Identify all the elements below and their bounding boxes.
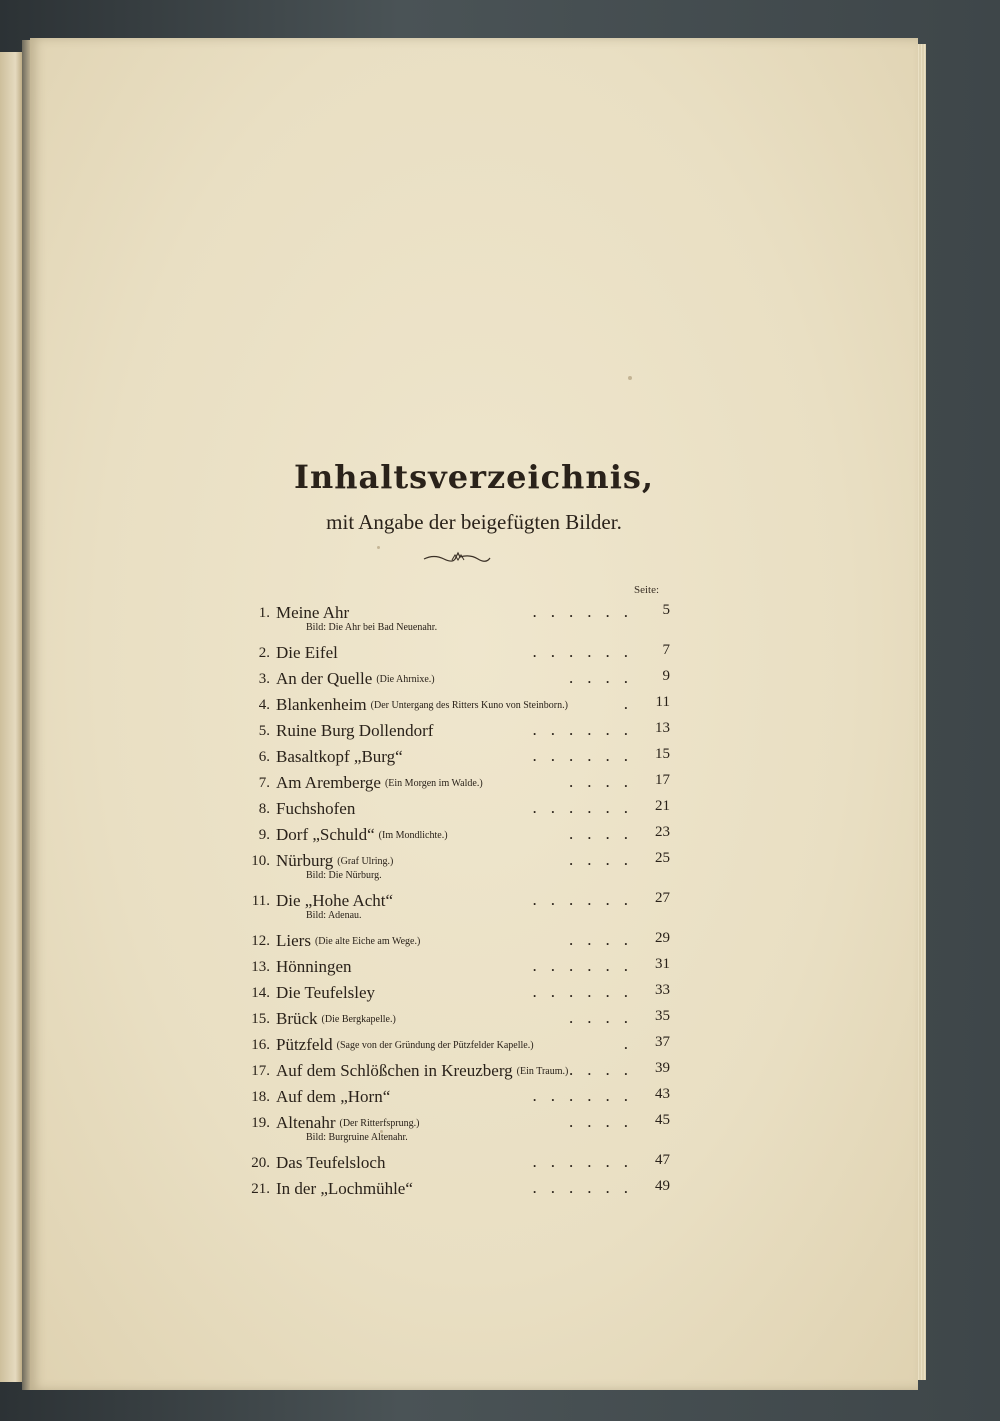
entry-label xyxy=(276,747,403,767)
entry-title: Die Eifel xyxy=(276,643,338,662)
entry-note: (Sage von der Gründung der Pützfelder Kapelle.) xyxy=(336,1040,534,1051)
toc-entry xyxy=(240,1060,670,1086)
book-page xyxy=(30,38,918,1390)
entry-number: 4. xyxy=(258,697,270,713)
leader-dots: ...... xyxy=(532,1178,642,1197)
leader-dots: .... xyxy=(569,1060,642,1079)
entry-number: 11. xyxy=(251,893,270,909)
entry-note: (Im Mondlichte.) xyxy=(378,830,448,841)
entry-title: Brück xyxy=(276,1009,318,1028)
toc-entry xyxy=(240,956,670,982)
entry-number: 1. xyxy=(258,605,270,621)
ornament-divider-icon xyxy=(422,550,492,564)
entry-page-number: 23 xyxy=(655,824,670,840)
entry-page-number: 21 xyxy=(655,798,670,814)
entry-label xyxy=(276,669,435,689)
toc-entry xyxy=(240,1008,670,1034)
leader-dots: . xyxy=(623,694,642,713)
entry-number: 9. xyxy=(258,827,270,843)
toc-entry xyxy=(240,930,670,956)
entry-label xyxy=(276,603,349,623)
entry-number: 19. xyxy=(251,1115,270,1131)
toc-entry xyxy=(240,1086,670,1112)
toc-entry xyxy=(240,982,670,1008)
table-of-contents xyxy=(240,602,670,1204)
entry-page-number: 49 xyxy=(655,1178,670,1194)
entry-number: 3. xyxy=(258,671,270,687)
entry-title: Basaltkopf „Burg“ xyxy=(276,747,403,766)
leader-dots: ...... xyxy=(532,642,642,661)
entry-label xyxy=(276,773,483,793)
entry-page-number: 43 xyxy=(655,1086,670,1102)
previous-page-edge xyxy=(0,52,22,1382)
leader-dots: ...... xyxy=(532,956,642,975)
entry-label xyxy=(276,1113,419,1133)
entry-page-number: 33 xyxy=(655,982,670,998)
entry-number: 16. xyxy=(251,1037,270,1053)
entry-number: 8. xyxy=(258,801,270,817)
toc-entry xyxy=(240,850,670,890)
entry-label xyxy=(276,695,568,715)
leader-dots: ...... xyxy=(532,1152,642,1171)
toc-entry xyxy=(240,1112,670,1152)
leader-dots: .... xyxy=(569,1112,642,1131)
entry-number: 15. xyxy=(251,1011,270,1027)
entry-note: (Der Untergang des Ritters Kuno von Steinborn.) xyxy=(370,700,568,711)
entry-title: Altenahr xyxy=(276,1113,336,1132)
entry-label xyxy=(276,1009,396,1029)
entry-title: Fuchshofen xyxy=(276,799,356,818)
entry-title: In der „Lochmühle“ xyxy=(276,1179,413,1198)
entry-number: 17. xyxy=(251,1063,270,1079)
entry-label xyxy=(276,983,375,1003)
entry-label xyxy=(276,851,393,871)
toc-entry xyxy=(240,668,670,694)
entry-title: Pützfeld xyxy=(276,1035,333,1054)
entry-note: (Die Ahrnixe.) xyxy=(376,674,435,685)
toc-entry xyxy=(240,720,670,746)
entry-page-number: 25 xyxy=(655,850,670,866)
entry-title: Die Teufelsley xyxy=(276,983,376,1002)
leader-dots: .... xyxy=(569,772,642,791)
leader-dots: ...... xyxy=(532,1086,642,1105)
leader-dots: .... xyxy=(569,668,642,687)
entry-title: Am Aremberge xyxy=(276,773,381,792)
entry-number: 14. xyxy=(251,985,270,1001)
toc-entry xyxy=(240,602,670,642)
entry-page-number: 15 xyxy=(655,746,670,762)
toc-entry xyxy=(240,824,670,850)
leader-dots: ...... xyxy=(532,602,642,621)
entry-title: Das Teufelsloch xyxy=(276,1153,386,1172)
entry-note: (Ein Morgen im Walde.) xyxy=(384,778,483,789)
entry-label xyxy=(276,891,393,911)
entry-note: (Die Bergkapelle.) xyxy=(321,1014,396,1025)
entry-title: An der Quelle xyxy=(276,669,373,688)
entry-number: 5. xyxy=(258,723,270,739)
page-subtitle: mit Angabe der beigefügten Bilder. xyxy=(326,510,622,534)
toc-entry xyxy=(240,772,670,798)
entry-number: 12. xyxy=(251,933,270,949)
entry-label xyxy=(276,1087,390,1107)
book-gutter xyxy=(22,40,30,1390)
entry-page-number: 9 xyxy=(662,668,670,684)
entry-number: 7. xyxy=(258,775,270,791)
entry-page-number: 17 xyxy=(655,772,670,788)
entry-title: Meine Ahr xyxy=(276,603,350,622)
toc-entry xyxy=(240,1152,670,1178)
leader-dots: ...... xyxy=(532,890,642,909)
toc-entry xyxy=(240,1034,670,1060)
leader-dots: . xyxy=(623,1034,642,1053)
entry-note: (Der Ritterfsprung.) xyxy=(339,1118,420,1129)
entry-note: (Ein Traum.) xyxy=(516,1066,569,1077)
entry-title: Auf dem „Horn“ xyxy=(276,1087,391,1106)
entry-title: Auf dem Schlößchen in Kreuzberg xyxy=(276,1061,513,1080)
entry-label xyxy=(276,1153,385,1173)
entry-label xyxy=(276,957,352,977)
toc-entry xyxy=(240,694,670,720)
entry-title: Die „Hohe Acht“ xyxy=(276,891,394,910)
entry-title: Hönningen xyxy=(276,957,352,976)
entry-number: 2. xyxy=(258,645,270,661)
entry-label xyxy=(276,1035,534,1055)
entry-label xyxy=(276,825,448,845)
entry-page-number: 7 xyxy=(662,642,670,658)
entry-page-number: 31 xyxy=(655,956,670,972)
entry-page-number: 5 xyxy=(662,602,670,618)
entry-note: (Graf Ulring.) xyxy=(337,856,394,867)
entry-page-number: 45 xyxy=(655,1112,670,1128)
toc-entry xyxy=(240,746,670,772)
entry-page-number: 39 xyxy=(655,1060,670,1076)
toc-entry xyxy=(240,890,670,930)
entry-label xyxy=(276,1179,413,1199)
entry-page-number: 29 xyxy=(655,930,670,946)
entry-label xyxy=(276,643,338,663)
entry-label xyxy=(276,721,433,741)
entry-page-number: 27 xyxy=(655,890,670,906)
toc-entry xyxy=(240,798,670,824)
entry-title: Nürburg xyxy=(276,851,334,870)
entry-label xyxy=(276,1061,568,1081)
entry-number: 10. xyxy=(251,853,270,869)
page-title: Inhaltsverzeichnis, xyxy=(293,458,654,496)
entry-title: Ruine Burg Dollendorf xyxy=(276,721,434,740)
entry-number: 21. xyxy=(251,1181,270,1197)
leader-dots: ...... xyxy=(532,720,642,739)
toc-entry xyxy=(240,1178,670,1204)
page-column-label: Seite: xyxy=(634,584,660,596)
leader-dots: ...... xyxy=(532,798,642,817)
entry-page-number: 37 xyxy=(655,1034,670,1050)
entry-title: Liers xyxy=(276,931,311,950)
leader-dots: .... xyxy=(569,1008,642,1027)
leader-dots: .... xyxy=(569,930,642,949)
entry-illustration-caption: Bild: Die Nürburg. xyxy=(306,870,382,881)
entry-note: (Die alte Eiche am Wege.) xyxy=(314,936,421,947)
entry-number: 6. xyxy=(258,749,270,765)
entry-page-number: 13 xyxy=(655,720,670,736)
entry-page-number: 47 xyxy=(655,1152,670,1168)
entry-title: Dorf „Schuld“ xyxy=(276,825,375,844)
leader-dots: .... xyxy=(569,824,642,843)
entry-illustration-caption: Bild: Adenau. xyxy=(306,910,362,921)
entry-label xyxy=(276,931,420,951)
entry-number: 20. xyxy=(251,1155,270,1171)
leader-dots: ...... xyxy=(532,982,642,1001)
entry-label xyxy=(276,799,355,819)
entry-illustration-caption: Bild: Burgruine Altenahr. xyxy=(306,1132,408,1143)
leader-dots: ...... xyxy=(532,746,642,765)
toc-entry xyxy=(240,642,670,668)
entry-number: 18. xyxy=(251,1089,270,1105)
entry-title: Blankenheim xyxy=(276,695,367,714)
leader-dots: .... xyxy=(569,850,642,869)
entry-illustration-caption: Bild: Die Ahr bei Bad Neuenahr. xyxy=(306,622,438,633)
entry-page-number: 11 xyxy=(655,694,670,710)
entry-page-number: 35 xyxy=(655,1008,670,1024)
entry-number: 13. xyxy=(251,959,270,975)
